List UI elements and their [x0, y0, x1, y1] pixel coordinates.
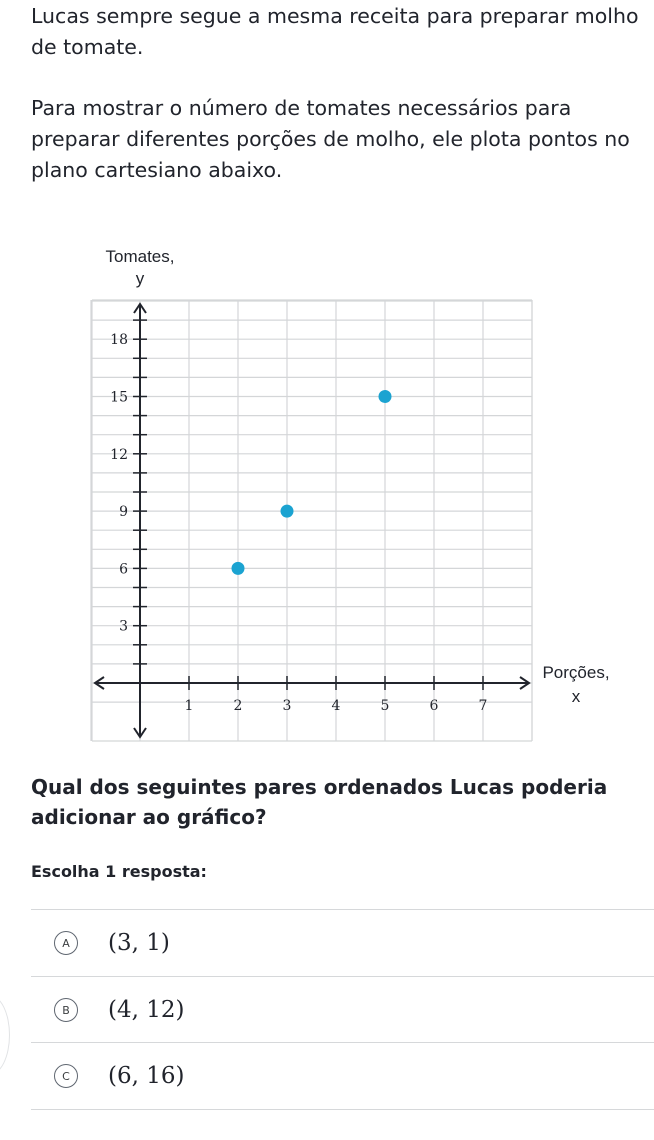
- question-line: Qual dos seguintes pares ordenados Lucas poderia: [31, 775, 608, 799]
- x-tick-label: 2: [233, 698, 243, 714]
- x-tick-label: 6: [429, 698, 439, 714]
- x-tick-label: 3: [282, 698, 292, 714]
- choice-letter-badge: C: [54, 1064, 78, 1088]
- x-tick-label: 5: [380, 698, 390, 714]
- y-axis-variable: y: [135, 269, 145, 288]
- intro-line: Lucas sempre segue a mesma receita para preparar molho: [31, 4, 639, 28]
- data-point: [232, 562, 245, 575]
- axes: [95, 304, 529, 737]
- intro-line: de tomate.: [31, 35, 144, 59]
- choice-b[interactable]: [31, 977, 654, 1043]
- data-point: [379, 390, 392, 403]
- choice-text: (6, 16): [108, 1063, 185, 1089]
- x-axis-label: Porções,: [542, 663, 610, 682]
- intro-line: Para mostrar o número de tomates necessários para: [31, 96, 572, 120]
- ticks: [110, 320, 487, 714]
- question-text: [31, 772, 607, 832]
- y-tick-label: 6: [119, 561, 128, 578]
- choice-text: (3, 1): [108, 930, 170, 956]
- x-axis-variable: x: [571, 687, 581, 706]
- y-tick-label: 9: [119, 504, 128, 521]
- y-tick-label: 3: [119, 618, 128, 635]
- choice-a[interactable]: [31, 910, 654, 976]
- choice-letter-badge: A: [54, 931, 78, 955]
- intro-line: plano cartesiano abaixo.: [31, 158, 283, 182]
- answer-prompt: Escolha 1 resposta:: [31, 862, 207, 881]
- data-points: [232, 390, 392, 575]
- intro-line: preparar diferentes porções de molho, ele plota pontos no: [31, 127, 630, 151]
- question-line: adicionar ao gráfico?: [31, 805, 267, 829]
- grid: [91, 300, 532, 741]
- choice-letter-badge: B: [54, 998, 78, 1022]
- x-tick-label: 1: [184, 698, 194, 714]
- y-tick-label: 12: [110, 446, 128, 463]
- decorative-arc: [0, 995, 10, 1075]
- y-tick-label: 18: [110, 332, 128, 349]
- y-tick-label: 15: [110, 389, 128, 406]
- x-tick-label: 4: [331, 698, 341, 714]
- choice-text: (4, 12): [108, 997, 185, 1023]
- divider: [31, 1109, 654, 1110]
- x-tick-label: 7: [478, 698, 488, 714]
- data-point: [281, 505, 294, 518]
- y-axis-label: Tomates,: [105, 247, 175, 266]
- choice-c[interactable]: [31, 1043, 654, 1109]
